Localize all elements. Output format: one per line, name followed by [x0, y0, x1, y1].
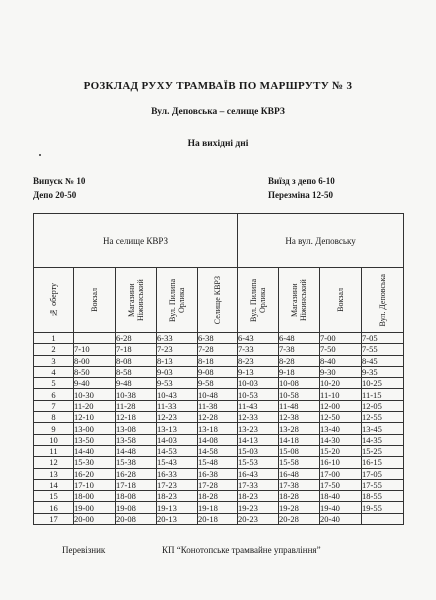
- trip-number-cell: 12: [34, 457, 74, 468]
- col-back-depovska: Вул. Деповська: [362, 268, 404, 333]
- time-cell: 15-43: [157, 457, 198, 468]
- time-cell: 12-23: [157, 412, 198, 423]
- footer-carrier-label: Перевізник: [62, 545, 106, 555]
- trip-number-cell: 11: [34, 445, 74, 456]
- time-cell: 16-15: [362, 457, 404, 468]
- table-row: [34, 502, 404, 513]
- time-cell: 19-23: [238, 502, 279, 513]
- time-cell: 15-30: [74, 457, 116, 468]
- time-cell: 6-33: [157, 333, 198, 344]
- time-cell: 12-50: [320, 412, 362, 423]
- time-cell: 6-48: [279, 333, 320, 344]
- time-cell: 10-38: [116, 389, 157, 400]
- time-cell: 8-18: [198, 355, 238, 366]
- time-cell: 11-33: [157, 400, 198, 411]
- time-cell: 13-45: [362, 423, 404, 434]
- time-cell: 14-48: [116, 445, 157, 456]
- time-cell: 17-38: [279, 479, 320, 490]
- time-cell: 8-40: [320, 355, 362, 366]
- time-cell: [74, 333, 116, 344]
- time-cell: 10-08: [279, 378, 320, 389]
- time-cell: 7-50: [320, 344, 362, 355]
- trip-number-cell: 3: [34, 355, 74, 366]
- time-cell: 13-23: [238, 423, 279, 434]
- time-cell: 7-10: [74, 344, 116, 355]
- time-cell: 12-00: [320, 400, 362, 411]
- time-cell: 17-05: [362, 468, 404, 479]
- time-cell: 20-18: [198, 513, 238, 524]
- time-cell: 10-58: [279, 389, 320, 400]
- time-cell: 15-38: [116, 457, 157, 468]
- time-cell: 12-38: [279, 412, 320, 423]
- footer-carrier-name: КП “Конотопське трамвайне управління”: [162, 545, 321, 555]
- time-cell: 9-18: [279, 366, 320, 377]
- table-row: [34, 491, 404, 502]
- time-cell: 15-03: [238, 445, 279, 456]
- depo-label: Депо 20-50: [33, 190, 77, 200]
- time-cell: 16-48: [279, 468, 320, 479]
- time-cell: 9-03: [157, 366, 198, 377]
- table-row: [34, 434, 404, 445]
- trip-number-cell: 15: [34, 491, 74, 502]
- time-cell: 19-08: [116, 502, 157, 513]
- time-cell: 9-30: [320, 366, 362, 377]
- time-cell: 19-18: [198, 502, 238, 513]
- col-back-vokzal: Вокзал: [320, 268, 362, 333]
- time-cell: 16-38: [198, 468, 238, 479]
- pereznina-label: Перезміна 12-50: [268, 190, 334, 200]
- trip-number-cell: 2: [34, 344, 74, 355]
- trip-number-cell: 9: [34, 423, 74, 434]
- time-cell: 13-50: [74, 434, 116, 445]
- time-cell: 7-05: [362, 333, 404, 344]
- col-back-orlyka: Вул. Пилипа Орлика: [238, 268, 279, 333]
- time-cell: 7-23: [157, 344, 198, 355]
- col-trip-number: № оберту: [34, 268, 74, 333]
- time-cell: 7-28: [198, 344, 238, 355]
- time-cell: 12-55: [362, 412, 404, 423]
- table-row: [34, 445, 404, 456]
- table-row: [34, 479, 404, 490]
- table-row: [34, 400, 404, 411]
- time-cell: 17-23: [157, 479, 198, 490]
- table-row: [34, 457, 404, 468]
- time-cell: 18-23: [238, 491, 279, 502]
- time-cell: 13-18: [198, 423, 238, 434]
- schedule-days: На вихідні дні: [187, 139, 249, 149]
- time-cell: 8-23: [238, 355, 279, 366]
- schedule-table: [33, 213, 404, 525]
- table-row: [34, 355, 404, 366]
- col-forward-orlyka: Вул. Пилипа Орлика: [157, 268, 198, 333]
- time-cell: 20-28: [279, 513, 320, 524]
- time-cell: 11-48: [279, 400, 320, 411]
- time-cell: 11-43: [238, 400, 279, 411]
- time-cell: 9-48: [116, 378, 157, 389]
- table-row: [34, 468, 404, 479]
- vypusk-label: Випуск № 10: [33, 176, 86, 186]
- trip-number-cell: 13: [34, 468, 74, 479]
- time-cell: 18-28: [198, 491, 238, 502]
- time-cell: 9-08: [198, 366, 238, 377]
- scan-speck: [39, 154, 41, 156]
- time-cell: 15-58: [279, 457, 320, 468]
- time-cell: 15-20: [320, 445, 362, 456]
- time-cell: 20-40: [320, 513, 362, 524]
- time-cell: 13-00: [74, 423, 116, 434]
- time-cell: 15-25: [362, 445, 404, 456]
- time-cell: 15-53: [238, 457, 279, 468]
- time-cell: 6-28: [116, 333, 157, 344]
- time-cell: 9-13: [238, 366, 279, 377]
- time-cell: 17-55: [362, 479, 404, 490]
- time-cell: 19-55: [362, 502, 404, 513]
- time-cell: 10-48: [198, 389, 238, 400]
- time-cell: 10-43: [157, 389, 198, 400]
- time-cell: 10-30: [74, 389, 116, 400]
- col-forward-kvrz: Селище КВРЗ: [198, 268, 238, 333]
- time-cell: 12-28: [198, 412, 238, 423]
- time-cell: 12-05: [362, 400, 404, 411]
- trip-number-cell: 16: [34, 502, 74, 513]
- time-cell: 9-58: [198, 378, 238, 389]
- time-cell: 18-00: [74, 491, 116, 502]
- time-cell: 14-08: [198, 434, 238, 445]
- trip-number-cell: 5: [34, 378, 74, 389]
- time-cell: 6-38: [198, 333, 238, 344]
- time-cell: 10-25: [362, 378, 404, 389]
- time-cell: 8-45: [362, 355, 404, 366]
- time-cell: 17-18: [116, 479, 157, 490]
- time-cell: 8-13: [157, 355, 198, 366]
- time-cell: 19-40: [320, 502, 362, 513]
- time-cell: 20-13: [157, 513, 198, 524]
- time-cell: 16-43: [238, 468, 279, 479]
- time-cell: 16-33: [157, 468, 198, 479]
- time-cell: 14-53: [157, 445, 198, 456]
- time-cell: 8-00: [74, 355, 116, 366]
- table-row: [34, 333, 404, 344]
- table-row: [34, 513, 404, 524]
- time-cell: 17-33: [238, 479, 279, 490]
- time-cell: 18-55: [362, 491, 404, 502]
- trip-number-cell: 6: [34, 389, 74, 400]
- trip-number-cell: 8: [34, 412, 74, 423]
- trip-number-cell: 4: [34, 366, 74, 377]
- trip-number-cell: 1: [34, 333, 74, 344]
- time-cell: 19-13: [157, 502, 198, 513]
- table-row: [34, 423, 404, 434]
- time-cell: 18-40: [320, 491, 362, 502]
- time-cell: 10-53: [238, 389, 279, 400]
- route-name: Вул. Деповська – селище КВРЗ: [151, 107, 285, 117]
- time-cell: 14-30: [320, 434, 362, 445]
- time-cell: 18-28: [279, 491, 320, 502]
- time-cell: 9-35: [362, 366, 404, 377]
- table-row: [34, 412, 404, 423]
- time-cell: 19-28: [279, 502, 320, 513]
- time-cell: 20-00: [74, 513, 116, 524]
- time-cell: [362, 513, 404, 524]
- time-cell: 14-13: [238, 434, 279, 445]
- time-cell: 14-03: [157, 434, 198, 445]
- time-cell: 15-48: [198, 457, 238, 468]
- trip-number-cell: 7: [34, 400, 74, 411]
- time-cell: 16-20: [74, 468, 116, 479]
- direction-back-header: На вул. Деповську: [238, 214, 404, 268]
- time-cell: 8-28: [279, 355, 320, 366]
- table-row: [34, 389, 404, 400]
- time-cell: 14-35: [362, 434, 404, 445]
- time-cell: 11-38: [198, 400, 238, 411]
- time-cell: 14-18: [279, 434, 320, 445]
- time-cell: 11-15: [362, 389, 404, 400]
- direction-forward-header: На селище КВРЗ: [34, 214, 238, 268]
- table-row: [34, 378, 404, 389]
- time-cell: 18-08: [116, 491, 157, 502]
- time-cell: 13-28: [279, 423, 320, 434]
- time-cell: 13-58: [116, 434, 157, 445]
- trip-number-cell: 17: [34, 513, 74, 524]
- time-cell: 17-00: [320, 468, 362, 479]
- time-cell: 7-00: [320, 333, 362, 344]
- time-cell: 10-20: [320, 378, 362, 389]
- time-cell: 17-50: [320, 479, 362, 490]
- time-cell: 16-10: [320, 457, 362, 468]
- time-cell: 15-08: [279, 445, 320, 456]
- direction-header-row: [34, 214, 404, 268]
- time-cell: 13-08: [116, 423, 157, 434]
- time-cell: 14-40: [74, 445, 116, 456]
- time-cell: 9-53: [157, 378, 198, 389]
- time-cell: 6-43: [238, 333, 279, 344]
- time-cell: 11-20: [74, 400, 116, 411]
- column-header-row: [34, 268, 404, 333]
- time-cell: 7-33: [238, 344, 279, 355]
- time-cell: 19-00: [74, 502, 116, 513]
- time-cell: 18-23: [157, 491, 198, 502]
- time-cell: 13-13: [157, 423, 198, 434]
- time-cell: 7-38: [279, 344, 320, 355]
- time-cell: 17-10: [74, 479, 116, 490]
- time-cell: 8-58: [116, 366, 157, 377]
- table-row: [34, 344, 404, 355]
- time-cell: 9-40: [74, 378, 116, 389]
- time-cell: 20-23: [238, 513, 279, 524]
- time-cell: 7-18: [116, 344, 157, 355]
- time-cell: 13-40: [320, 423, 362, 434]
- col-back-mahazyny: Магазини Ніжинський: [279, 268, 320, 333]
- time-cell: 12-33: [238, 412, 279, 423]
- col-forward-vokzal: Вокзал: [74, 268, 116, 333]
- document-title: РОЗКЛАД РУХУ ТРАМВАЇВ ПО МАРШРУТУ № 3: [83, 80, 353, 92]
- trip-number-cell: 14: [34, 479, 74, 490]
- table-row: [34, 366, 404, 377]
- time-cell: 12-18: [116, 412, 157, 423]
- time-cell: 11-10: [320, 389, 362, 400]
- time-cell: 10-03: [238, 378, 279, 389]
- trip-number-cell: 10: [34, 434, 74, 445]
- time-cell: 17-28: [198, 479, 238, 490]
- vyizd-label: Виїзд з депо 6-10: [268, 176, 335, 186]
- time-cell: 11-28: [116, 400, 157, 411]
- time-cell: 8-08: [116, 355, 157, 366]
- time-cell: 20-08: [116, 513, 157, 524]
- time-cell: 7-55: [362, 344, 404, 355]
- time-cell: 12-10: [74, 412, 116, 423]
- time-cell: 14-58: [198, 445, 238, 456]
- time-cell: 8-50: [74, 366, 116, 377]
- col-forward-mahazyny: Магазини Ніжинський: [116, 268, 157, 333]
- time-cell: 16-28: [116, 468, 157, 479]
